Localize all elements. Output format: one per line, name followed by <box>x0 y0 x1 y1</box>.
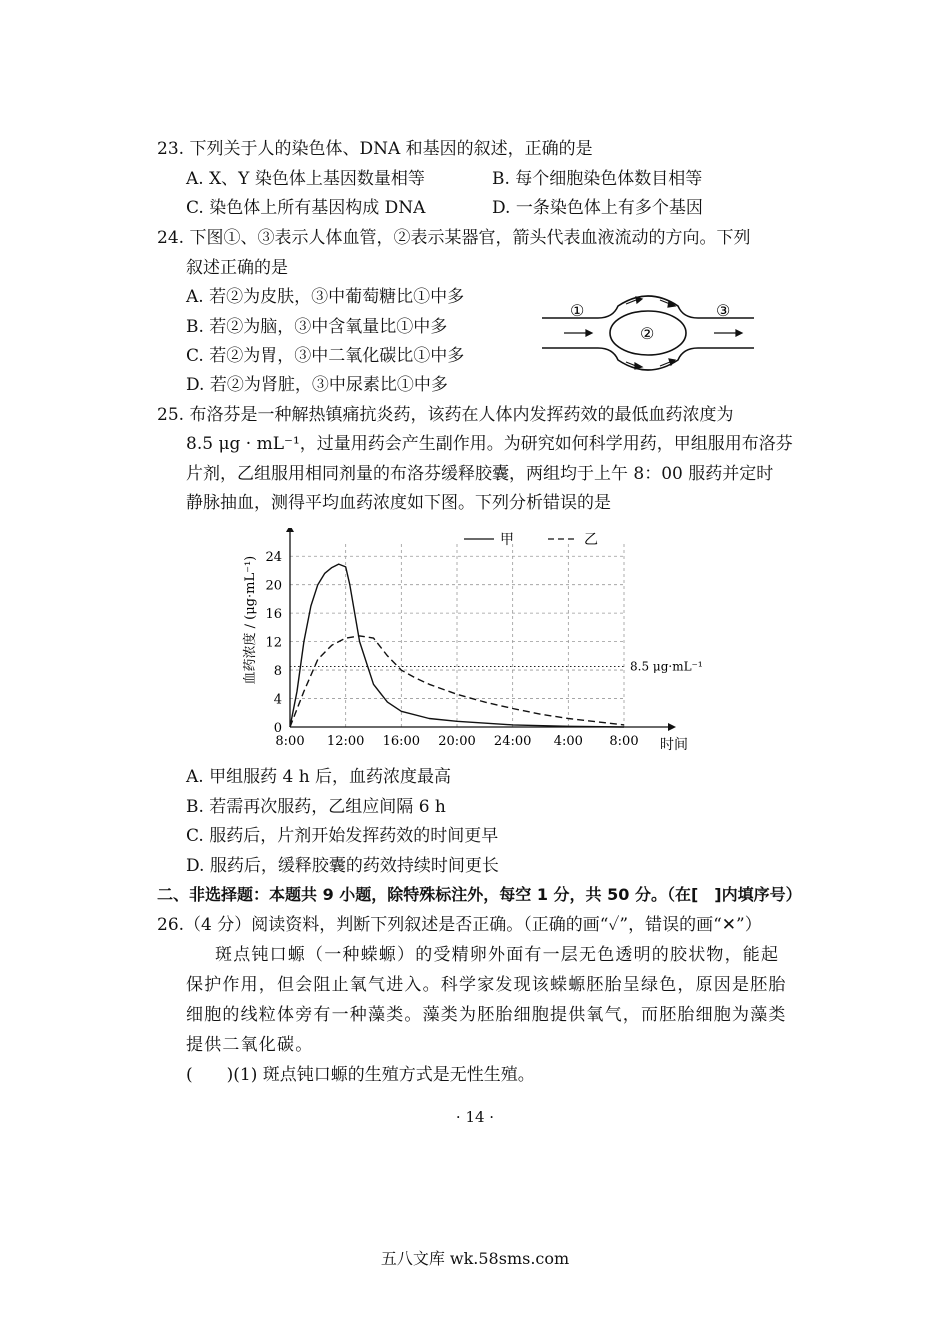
x-tick-label: 8:00 <box>275 734 305 749</box>
page-number: · 14 · <box>455 1108 495 1126</box>
chart-legend <box>464 532 598 548</box>
legend-label: 甲 <box>500 532 514 548</box>
legend-label: 乙 <box>584 532 598 548</box>
q25-option-d: D. 服药后，缓释胶囊的药效持续时间更长 <box>186 856 499 876</box>
q25-option-a: A. 甲组服药 4 h 后，血药浓度最高 <box>186 767 452 787</box>
q25-stem-4: 静脉抽血，测得平均血药浓度如下图。下列分析错误的是 <box>186 493 611 513</box>
blood-vessel-diagram <box>538 288 758 388</box>
q24-stem-1: 24. 下图①、③表示人体血管，②表示某器官，箭头代表血液流动的方向。下列 <box>157 228 751 248</box>
y-tick-label: 20 <box>265 578 282 594</box>
x-tick-label: 12:00 <box>326 734 365 749</box>
reference-line-label: 8.5 μg·mL⁻¹ <box>630 659 703 674</box>
q23-option-b: B. 每个细胞染色体数目相等 <box>492 169 703 189</box>
q24-option-b: B. 若②为脑，③中含氧量比①中多 <box>186 317 448 337</box>
q26-stem: 26.（4 分）阅读资料，判断下列叙述是否正确。（正确的画“✓”，错误的画“✕”） <box>157 915 762 935</box>
q23-stem: 23. 下列关于人的染色体、DNA 和基因的叙述，正确的是 <box>157 139 593 159</box>
x-axis-arrow <box>668 723 676 731</box>
q26-item-1: ( )(1) 斑点钝口螈的生殖方式是无性生殖。 <box>186 1065 535 1085</box>
vessel-3-label: ③ <box>716 301 731 320</box>
section-title: 二、非选择题：本题共 9 小题，除特殊标注外，每空 1 分，共 50 分。（在[ ]内填序号） <box>157 885 802 904</box>
chart-grid <box>290 542 624 727</box>
q24-stem-2: 叙述正确的是 <box>186 258 288 278</box>
vessel-1-label: ① <box>570 301 585 320</box>
blood-concentration-chart <box>232 528 712 764</box>
y-tick-label: 0 <box>273 721 282 736</box>
y-axis-arrow <box>286 528 294 532</box>
y-tick-label: 4 <box>273 692 282 708</box>
x-tick-label: 4:00 <box>553 734 583 749</box>
q23-option-d: D. 一条染色体上有多个基因 <box>492 198 703 218</box>
x-tick-label: 24:00 <box>493 734 532 749</box>
x-tick-label: 8:00 <box>609 734 639 749</box>
q26-passage-4: 提供二氧化碳。 <box>186 1035 314 1055</box>
q24-option-d: D. 若②为肾脏，③中尿素比①中多 <box>186 375 448 395</box>
q25-option-b: B. 若需再次服药，乙组应间隔 6 h <box>186 797 446 817</box>
y-tick-label: 24 <box>265 550 282 566</box>
q25-option-c: C. 服药后，片剂开始发挥药效的时间更早 <box>186 826 499 846</box>
q25-stem-3: 片剂，乙组服用相同剂量的布洛芬缓释胶囊，两组均于上午 8：00 服药并定时 <box>186 464 774 484</box>
x-axis-label: 时间 <box>660 737 688 753</box>
q24-option-c: C. 若②为胃，③中二氧化碳比①中多 <box>186 346 465 366</box>
q23-option-c: C. 染色体上所有基因构成 DNA <box>186 198 426 218</box>
x-tick-label: 20:00 <box>438 734 476 749</box>
q25-stem-1: 25. 布洛芬是一种解热镇痛抗炎药，该药在人体内发挥药效的最低血药浓度为 <box>157 405 734 425</box>
y-tick-label: 8 <box>273 664 282 680</box>
footer-watermark: 五八文库 wk.58sms.com <box>380 1249 570 1268</box>
q23-option-a: A. X、Y 染色体上基因数量相等 <box>186 169 425 189</box>
q26-passage-1: 斑点钝口螈（一种蝾螈）的受精卵外面有一层无色透明的胶状物，能起 <box>215 945 780 965</box>
q24-option-a: A. 若②为皮肤，③中葡萄糖比①中多 <box>186 287 465 307</box>
y-tick-label: 16 <box>265 607 282 623</box>
y-axis-label: 血药浓度 / (μg·mL⁻¹) <box>243 555 258 685</box>
q26-passage-2: 保护作用，但会阻止氧气进入。科学家发现该蝾螈胚胎呈绿色，原因是胚胎 <box>186 975 787 995</box>
q25-stem-2: 8.5 μg · mL⁻¹，过量用药会产生副作用。为研究如何科学用药，甲组服用布洛芬 <box>186 434 793 454</box>
y-tick-label: 12 <box>265 635 282 651</box>
q26-passage-3: 细胞的线粒体旁有一种藻类。藻类为胚胎细胞提供氧气，而胚胎细胞为藻类 <box>186 1005 787 1025</box>
x-tick-label: 16:00 <box>382 734 421 749</box>
organ-2-label: ② <box>640 324 655 343</box>
